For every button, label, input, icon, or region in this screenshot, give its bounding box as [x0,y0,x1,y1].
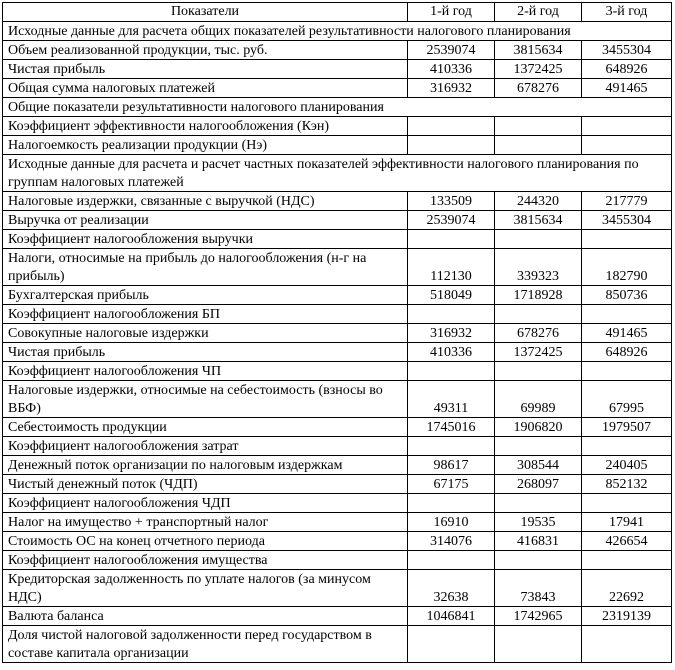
value-year-3 [582,551,672,570]
table-row [3,324,672,343]
value-year-3: 22692 [582,570,672,607]
value-year-2: 416831 [495,532,582,551]
value-year-2 [495,626,582,663]
value-year-1 [408,626,495,663]
value-year-2 [495,362,582,381]
indicator-label: Кредиторская задолженность по уплате налогов (за минусом НДС) [3,570,408,607]
value-year-3: 3455304 [582,41,672,60]
value-year-2: 678276 [495,79,582,98]
table-row [3,192,672,211]
value-year-2: 1372425 [495,60,582,79]
value-year-1: 32638 [408,570,495,607]
value-year-3 [582,117,672,136]
section-row [3,22,672,41]
indicator-label: Общая сумма налоговых платежей [3,79,408,98]
value-year-2: 244320 [495,192,582,211]
value-year-2: 69989 [495,381,582,418]
value-year-3 [582,305,672,324]
section-heading: Исходные данные для расчета общих показателей результативности налогового планирования [3,22,672,41]
table-row [3,305,672,324]
value-year-2 [495,551,582,570]
value-year-2: 1718928 [495,286,582,305]
value-year-1: 112130 [408,249,495,286]
value-year-1 [408,362,495,381]
table-row [3,532,672,551]
indicator-label: Налогоемкость реализации продукции (Нэ) [3,136,408,155]
table-row [3,607,672,626]
value-year-3: 1979507 [582,418,672,437]
value-year-2: 339323 [495,249,582,286]
indicator-label: Стоимость ОС на конец отчетного периода [3,532,408,551]
indicator-label: Коэффициент налогообложения ЧП [3,362,408,381]
value-year-1 [408,437,495,456]
table-row [3,513,672,532]
value-year-1: 49311 [408,381,495,418]
indicator-label: Налоговые издержки, связанные с выручкой (НДС) [3,192,408,211]
table-row [3,343,672,362]
value-year-1: 1046841 [408,607,495,626]
value-year-3: 426654 [582,532,672,551]
value-year-2: 3815634 [495,211,582,230]
table-row [3,60,672,79]
indicator-label: Коэффициент налогообложения БП [3,305,408,324]
value-year-3: 17941 [582,513,672,532]
value-year-2: 1906820 [495,418,582,437]
table-row [3,362,672,381]
indicator-label: Объем реализованной продукции, тыс. руб. [3,41,408,60]
table-row [3,551,672,570]
value-year-3 [582,136,672,155]
indicator-label: Налог на имущество + транспортный налог [3,513,408,532]
indicator-label: Коэффициент налогообложения затрат [3,437,408,456]
indicator-label: Коэффициент эффективности налогообложения (Кэн) [3,117,408,136]
header-year-2: 2-й год [495,3,582,22]
value-year-1 [408,136,495,155]
value-year-3: 240405 [582,456,672,475]
indicator-label: Налоговые издержки, относимые на себестоимость (взносы во ВБФ) [3,381,408,418]
table-row [3,437,672,456]
indicator-label: Налоги, относимые на прибыль до налогообложения (н-г на прибыль) [3,249,408,286]
table-body [3,22,672,663]
value-year-1: 2539074 [408,41,495,60]
tax-planning-table [2,2,672,663]
section-row [3,155,672,192]
indicator-label: Чистый денежный поток (ЧДП) [3,475,408,494]
value-year-1: 316932 [408,79,495,98]
value-year-3: 648926 [582,343,672,362]
value-year-2: 308544 [495,456,582,475]
value-year-3 [582,494,672,513]
indicator-label: Чистая прибыль [3,343,408,362]
value-year-1: 1745016 [408,418,495,437]
table-row [3,494,672,513]
value-year-1: 133509 [408,192,495,211]
value-year-2 [495,305,582,324]
value-year-2: 678276 [495,324,582,343]
value-year-3: 491465 [582,324,672,343]
value-year-2 [495,437,582,456]
table-row [3,418,672,437]
value-year-3 [582,437,672,456]
indicator-label: Совокупные налоговые издержки [3,324,408,343]
section-heading: Исходные данные для расчета и расчет частных показателей эффективности налогового планирования по группам налоговых платежей [3,155,672,192]
table-row [3,626,672,663]
value-year-1: 16910 [408,513,495,532]
value-year-2 [495,117,582,136]
indicator-label: Денежный поток организации по налоговым издержкам [3,456,408,475]
value-year-2 [495,494,582,513]
table-row [3,79,672,98]
value-year-1: 410336 [408,343,495,362]
table-row [3,381,672,418]
value-year-2: 19535 [495,513,582,532]
value-year-1: 67175 [408,475,495,494]
value-year-3: 67995 [582,381,672,418]
value-year-1 [408,494,495,513]
value-year-3 [582,362,672,381]
indicator-label: Выручка от реализации [3,211,408,230]
table-row [3,41,672,60]
value-year-2: 268097 [495,475,582,494]
table-row [3,117,672,136]
value-year-1: 410336 [408,60,495,79]
indicator-label: Коэффициент налогообложения ЧДП [3,494,408,513]
value-year-1 [408,305,495,324]
value-year-1 [408,117,495,136]
value-year-2 [495,136,582,155]
header-year-3: 3-й год [582,3,672,22]
value-year-3: 217779 [582,192,672,211]
value-year-3: 3455304 [582,211,672,230]
value-year-1: 314076 [408,532,495,551]
table-row [3,286,672,305]
value-year-1: 316932 [408,324,495,343]
value-year-3: 648926 [582,60,672,79]
section-heading: Общие показатели результативности налогового планирования [3,98,672,117]
value-year-3 [582,626,672,663]
indicator-label: Доля чистой налоговой задолженности перед государством в составе капитала организации [3,626,408,663]
value-year-3: 2319139 [582,607,672,626]
value-year-3 [582,230,672,249]
value-year-1 [408,230,495,249]
table-row [3,570,672,607]
value-year-2 [495,230,582,249]
indicator-label: Чистая прибыль [3,60,408,79]
value-year-3: 491465 [582,79,672,98]
table-row [3,136,672,155]
value-year-2: 73843 [495,570,582,607]
table-row [3,475,672,494]
table-row [3,456,672,475]
table-row [3,211,672,230]
section-row [3,98,672,117]
value-year-1 [408,551,495,570]
table-row [3,249,672,286]
indicator-label: Бухгалтерская прибыль [3,286,408,305]
header-year-1: 1-й год [408,3,495,22]
indicator-label: Валюта баланса [3,607,408,626]
table-header-row [3,3,672,22]
header-indicators: Показатели [3,3,408,22]
value-year-3: 182790 [582,249,672,286]
table-row [3,230,672,249]
value-year-3: 852132 [582,475,672,494]
value-year-2: 1372425 [495,343,582,362]
indicator-label: Коэффициент налогообложения выручки [3,230,408,249]
indicator-label: Коэффициент налогообложения имущества [3,551,408,570]
indicator-label: Себестоимость продукции [3,418,408,437]
value-year-1: 98617 [408,456,495,475]
value-year-1: 2539074 [408,211,495,230]
value-year-2: 3815634 [495,41,582,60]
value-year-3: 850736 [582,286,672,305]
value-year-1: 518049 [408,286,495,305]
value-year-2: 1742965 [495,607,582,626]
